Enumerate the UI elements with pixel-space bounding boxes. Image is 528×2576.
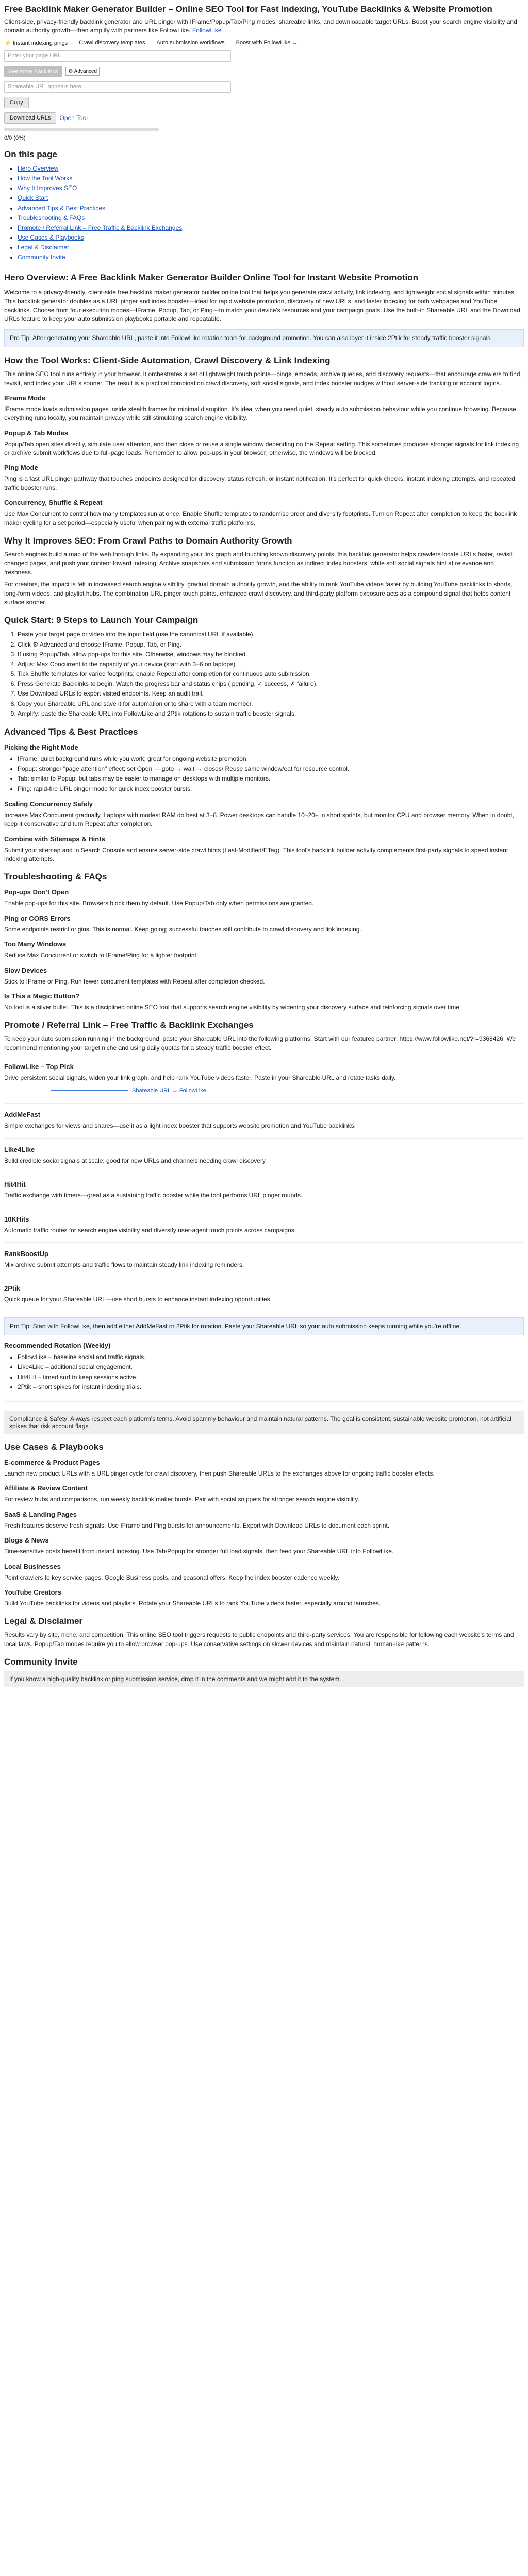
mode-item: • Popup: stronger "page attention" effect; set Open → goto → wait → closes/ Reuse same window/eat for resource control.	[18, 764, 524, 774]
community-heading: Community Invite	[4, 1657, 78, 1667]
mode-item: • Ping: rapid-fire URL pinger mode for quick index booster bursts.	[18, 784, 524, 794]
usecase-paragraph: For review hubs and comparisons, run weekly backlink maker bursts. Pair with social snippets for stronger search engine visibility.	[4, 1496, 359, 1503]
community-note: If you know a high-quality backlink or ping submission service, drop it in the comments and we might add it to the system.	[4, 1671, 524, 1687]
faq-answer: Reduce Max Concurrent or switch to IFrame/Ping for a lighter footprint.	[4, 952, 199, 959]
usecase-paragraph: Launch new product URLs with a URL pinger cycle for crawl discovery, then push Shareable URLs to the exchanges above for ongoing traffic booster effects.	[4, 1469, 435, 1477]
overview-tip: Pro Tip: After generating your Shareable URL, paste it into FollowLike rotation tools for background promotion. You can also layer it inside 2Ptik for steady traffic booster signals.	[4, 329, 524, 347]
step-item: 4. Adjust Max Concurrent to the capacity of your device (start with 3–6 on laptops).	[18, 659, 524, 669]
toc-item-legal[interactable]: Legal & Disclaimer	[18, 244, 70, 251]
mode-list	[4, 754, 524, 794]
how-paragraph: This online SEO tool runs entirely in your browser. It orchestrates a set of lightweight touch points—pings, embeds, archive queries, and discovery requests—that encourage crawlers to find, revisit, and index your URLs sooner. The result is a practical combination crawl discovery, soft social signals, and index booster nudges without server-side tracking or account logins.	[4, 370, 522, 387]
faq-answer: No tool is a silver bullet. This is a disciplined online SEO tool that supports search engine visibility by widening your discovery surface and reinforcing signals over time.	[4, 1003, 461, 1011]
toc-item-how[interactable]: How the Tool Works	[18, 174, 73, 182]
toc-item-troubleshooting[interactable]: Troubleshooting & FAQs	[18, 214, 85, 222]
legal-heading: Legal & Disclaimer	[4, 1616, 83, 1626]
step-item: 6. Press Generate Backlinks to begin. Watch the progress bar and status chips ( pending, ✓ success, ✗ failure).	[18, 679, 524, 689]
why-heading: Why It Improves SEO: From Crawl Paths to Domain Authority Growth	[4, 536, 292, 546]
partner-desc: Mix archive submit attempts and traffic flows to maintain steady link indexing reminders.	[4, 1261, 244, 1269]
tool-panel	[4, 50, 524, 141]
mode-select[interactable]: ⚙ Advanced	[65, 67, 100, 76]
faq-question: Too Many Windows	[4, 940, 67, 948]
partner-card-like4like	[4, 1139, 524, 1173]
toc-item-promote[interactable]: Promote / Referral Link – Free Traffic & Backlink Exchanges	[18, 224, 183, 231]
compliance-note: Compliance & Safety: Always respect each platform's terms. Avoid spammy behaviour and maintain natural patterns. The goal is consistent, sustainable website promotion, not artificial spikes that risk account flags.	[4, 1411, 524, 1434]
toc-item-quickstart[interactable]: Quick Start	[18, 194, 48, 202]
step-item: 2. Click ⚙ Advanced and choose IFrame, Popup, Tab, or Ping.	[18, 640, 524, 650]
usecase-heading: Affiliate & Review Content	[4, 1484, 88, 1493]
why-paragraph-2: For creators, the impact is felt in increased search engine visibility, gradual domain authority growth, and the ability to rank YouTube videos faster by building YouTube backlinks to shorts, long-form videos, and playlist hubs. The combination URL pinger touch points, enhanced crawl discovery, and third-party platform exposure acts as a compound signal that helps content surface sooner.	[4, 581, 513, 606]
step-item: 3. If using Popup/Tab, allow pop-ups for this site. Otherwise, windows may be blocked.	[18, 650, 524, 659]
popup-paragraph: Popup/Tab open sites directly, simulate user attention, and then close or reuse a single window depending on the Repeat setting. This sometimes produces stronger signals for link indexing or archive submit workflows due to full-page loads. Remember to allow pop-ups in your browser; otherwise, the windows will be blocked.	[4, 440, 519, 457]
partner-card-hit4hit	[4, 1173, 524, 1208]
mode-heading: Picking the Right Mode	[4, 743, 78, 752]
partner-name: Like4Like	[4, 1145, 35, 1154]
partner-name: 2Ptik	[4, 1284, 21, 1293]
partner-name: 10KHits	[4, 1215, 29, 1223]
step-item: 5. Tick Shuffle templates for varied footprints; enable Repeat after completion for continuous auto submission.	[18, 669, 524, 679]
step-item: 7. Use Download URLs to export visited endpoints. Keep an audit trail.	[18, 689, 524, 699]
usecases-heading: Use Cases & Playbooks	[4, 1442, 104, 1452]
faq-question: Is This a Magic Button?	[4, 992, 79, 1000]
concurrency-heading: Concurrency, Shuffle & Repeat	[4, 499, 103, 507]
scale-heading: Scaling Concurrency Safely	[4, 800, 93, 808]
usecase-heading: Blogs & News	[4, 1536, 49, 1545]
generate-backlinks-button[interactable]: Generate Backlinks	[4, 66, 62, 77]
progress-text: 0/0 (0%)	[4, 134, 26, 141]
toc-title: On this page	[4, 149, 57, 159]
partner-card-followlike	[4, 1056, 524, 1104]
copy-button[interactable]: Copy	[4, 97, 29, 108]
progress-bar	[4, 128, 159, 131]
partner-card-addmefast	[4, 1104, 524, 1138]
promote-heading: Promote / Referral Link – Free Traffic & Backlink Exchanges	[4, 1020, 254, 1030]
url-input[interactable]: Enter your page URL...	[4, 50, 231, 62]
toc-item-community[interactable]: Community Invite	[18, 253, 65, 261]
usecase-heading: E-commerce & Product Pages	[4, 1458, 100, 1466]
quickstart-heading: Quick Start: 9 Steps to Launch Your Campaign	[4, 615, 199, 625]
toc-item-why[interactable]: Why It Improves SEO	[18, 184, 77, 192]
partner-card-10khits	[4, 1208, 524, 1243]
promote-tip: Pro Tip: Start with FollowLike, then add either AddMeFast or 2Ptik for rotation. Paste your Shareable URL so your auto submission keeps running while you're offline.	[4, 1317, 524, 1335]
download-urls-button[interactable]: Download URLs	[4, 112, 56, 124]
quickstart-steps	[4, 630, 524, 719]
iframe-heading: IFrame Mode	[4, 394, 46, 402]
feature-chips	[4, 40, 524, 46]
share-flow-label[interactable]: Shareable URL → FollowLike	[132, 1088, 206, 1094]
usecase-paragraph: Point crawlers to key service pages, Google Business posts, and seasonal offers. Keep the index booster cadence weekly.	[4, 1573, 339, 1581]
scale-paragraph: Increase Max Concurrent gradually. Laptops with modest RAM do best at 3–8. Power desktops can handle 10–20+ in short sprints, but monitor CPU and browser memory. When in doubt, keep it conservative and turn Repeat after completion.	[4, 811, 515, 828]
rotation-list	[4, 1352, 524, 1392]
usecase-paragraph: Fresh features deserve fresh signals. Use IFrame and Ping bursts for announcements. Export with Download URLs to document each sprint.	[4, 1521, 390, 1529]
step-item: 8. Copy your Shareable URL and save it for automation or to share with a team member.	[18, 699, 524, 709]
concurrency-paragraph: Use Max Concurrent to control how many templates run at once. Enable Shuffle templates to randomise order and diversify footprints. Turn on Repeat after completion to keep the backlink maker cycling for a set period—especially useful when pairing with external traffic platforms.	[4, 510, 517, 527]
faq-answer: Stick to IFrame or Ping. Run fewer concurrent templates with Repeat after completion checked.	[4, 977, 265, 985]
iframe-paragraph: IFrame mode loads submission pages inside stealth frames for minimal disruption. It's ideal when you need quiet, steady auto submission behaviour while you continue browsing. Because everything runs locally, you maintain privacy while still stimulating search engine visibility.	[4, 405, 516, 422]
toc-list	[4, 164, 524, 263]
rotation-item: • 2Ptik – short spikes for instant indexing trials.	[18, 1382, 524, 1392]
faq-answer: Some endpoints restrict origins. This is normal. Keep going; successful touches still contribute to crawl discovery and link indexing.	[4, 925, 361, 933]
share-line	[51, 1090, 128, 1091]
chip-auto-submission: Auto submission workflows	[156, 39, 225, 46]
partner-name: AddMeFast	[4, 1111, 41, 1119]
chip-instant-indexing: ⚡ Instant indexing pings	[4, 40, 68, 46]
partner-card-2ptik	[4, 1277, 524, 1312]
partner-card-rankboostup	[4, 1243, 524, 1277]
partner-name: RankBoostUp	[4, 1250, 48, 1258]
faq-question: Ping or CORS Errors	[4, 914, 71, 922]
partner-desc: Simple exchanges for views and shares—use it as a light index booster that supports website promotion and YouTube backlinks.	[4, 1122, 356, 1130]
advanced-heading: Advanced Tips & Best Practices	[4, 727, 138, 737]
partner-name: Hit4Hit	[4, 1180, 26, 1189]
troubleshooting-heading: Troubleshooting & FAQs	[4, 872, 107, 882]
page-title: Free Backlink Maker Generator Builder – Online SEO Tool for Fast Indexing, YouTube Backlinks & Website Promotion	[4, 4, 492, 14]
share-flow	[51, 1088, 524, 1094]
ping-heading: Ping Mode	[4, 464, 38, 472]
toc-item-advanced[interactable]: Advanced Tips & Best Practices	[18, 204, 106, 212]
step-item: 1. Paste your target page or video into the input field (use the canonical URL if available).	[18, 630, 524, 639]
sitemap-heading: Combine with Sitemaps & Hints	[4, 835, 105, 843]
partner-desc: Automatic traffic routes for search engine visibility and diversify user-agent touch points across campaigns.	[4, 1226, 296, 1234]
followlike-link[interactable]: FollowLike	[192, 27, 222, 35]
usecase-heading: YouTube Creators	[4, 1588, 61, 1596]
divider	[4, 1401, 524, 1402]
hero-intro: Client-side, privacy-friendly backlink generator and URL pinger with IFrame/Popup/Tab/Ping modes, shareable links, and downloadable target URLs. Boost your search engine visibility and domain authority growth—then amplify with partners like FollowLike. FollowLike	[4, 18, 517, 35]
legal-paragraph: Results vary by site, niche, and competition. This online SEO tool triggers requests to public endpoints and third-party services. You are responsible for following each website's terms and local laws. Popup/Tab modes require you to allow browser pop-ups. Use conservative settings on slower devices and maintain natural, human-like patterns.	[4, 1631, 514, 1648]
partner-name: FollowLike – Top Pick	[4, 1063, 74, 1071]
usecase-paragraph: Time-sensitive posts benefit from instant indexing. Use Tab/Popup for stronger full load signals, then feed your Shareable URL into FollowLike.	[4, 1548, 394, 1555]
step-item: 9. Amplify: paste the Shareable URL into FollowLike and 2Ptik rotations to sustain traffic booster signals.	[18, 709, 524, 719]
open-tool-link[interactable]: Open Tool	[59, 114, 88, 122]
rotation-item: • Hit4Hit – timed surf to keep sessions active.	[18, 1372, 524, 1382]
popup-heading: Popup & Tab Modes	[4, 429, 68, 437]
faq-answer: Enable pop-ups for this site. Browsers block them by default. Use Popup/Tab only when permissions are granted.	[4, 900, 314, 907]
rotation-item: • Like4Like – additional social engagement.	[18, 1362, 524, 1372]
mode-item: • Tab: similar to Popup, but tabs may be easier to manage on desktops with multiple monitors.	[18, 774, 524, 784]
mode-item: • IFrame: quiet background runs while you work; great for ongoing website promotion.	[18, 754, 524, 764]
chip-crawl-discovery: Crawl discovery templates	[79, 39, 145, 46]
toc-item-hero[interactable]: Hero Overview	[18, 164, 59, 172]
partner-desc: Build credible social signals at scale; good for new URLs and channels needing crawl discovery.	[4, 1157, 267, 1164]
promote-paragraph: To keep your auto submission running in the background, paste your Shareable URL into the following platforms. Start with our featured partner: https://www.followlike.net/?r=9368426. We recommend mentioning your target niche and using daily quotas for a steady traffic booster effect.	[4, 1035, 516, 1052]
partner-desc: Drive persistent social signals, widen your link graph, and help rank YouTube videos faster. Paste in your Shareable URL and rotate tasks daily.	[4, 1074, 396, 1082]
why-paragraph-1: Search engines build a map of the web through links. By expanding your link graph and touching known discovery points, this backlink generator helps crawlers locate URLs faster, revisit changed pages, and push your content toward indexing. Archive snapshots and submission forms function as indirect index boosters, while soft social signals hint at relevance and freshness.	[4, 551, 513, 576]
overview-heading: Hero Overview: A Free Backlink Maker Generator Builder Online Tool for Instant Website Promotion	[4, 272, 418, 282]
usecase-heading: Local Businesses	[4, 1562, 61, 1570]
rotation-heading: Recommended Rotation (Weekly)	[4, 1342, 111, 1350]
faq-question: Slow Devices	[4, 966, 47, 974]
partner-desc: Quick queue for your Shareable URL—use short bursts to enhance instant indexing opportunities.	[4, 1296, 272, 1303]
faq-question: Pop-ups Don't Open	[4, 888, 69, 896]
usecase-heading: SaaS & Landing Pages	[4, 1510, 77, 1518]
rotation-item: • FollowLike – baseline social and traffic signals.	[18, 1352, 524, 1362]
how-heading: How the Tool Works: Client-Side Automation, Crawl Discovery & Link Indexing	[4, 355, 331, 366]
usecase-paragraph: Build YouTube backlinks for videos and playlists. Rotate your Shareable URLs to rank YouTube videos faster, especially around launches.	[4, 1599, 381, 1607]
share-url-input[interactable]: Shareable URL appears here...	[4, 81, 231, 93]
ping-paragraph: Ping is a fast URL pinger pathway that touches endpoints designed for discovery, status refresh, or instant notification. It's perfect for quick checks, instant indexing attempts, and repeated traffic booster runs.	[4, 475, 515, 492]
sitemap-paragraph: Submit your sitemap and in Search Console and ensure server-side crawl hints (Last-Modified/ETag). This tool's backlink builder activity complements first-party signals to speed instant indexing attempts.	[4, 846, 508, 862]
partner-desc: Traffic exchange with timers—great as a sustaining traffic booster while the tool performs URL pinger rounds.	[4, 1192, 303, 1199]
overview-paragraph: Welcome to a privacy-friendly, client-side free backlink maker generator builder online tool that helps you generate crawl activity, link indexing, and lightweight social signals within minutes. This backlink generator doubles as a URL pinger and index booster—ideal for rapid website promotion, discovery of new URLs, and faster indexing for both webpages and YouTube backlinks. Choose from four execution modes—IFrame, Popup, Tab, or Ping—to match your device's resources and your campaign goals. Use the built-in Shareable URL and the Download URLs feature to keep your auto submission playbooks portable and repeatable.	[4, 289, 520, 323]
chip-boost-followlike[interactable]: Boost with FollowLike →	[236, 39, 298, 46]
toc-item-usecases[interactable]: Use Cases & Playbooks	[18, 234, 84, 242]
